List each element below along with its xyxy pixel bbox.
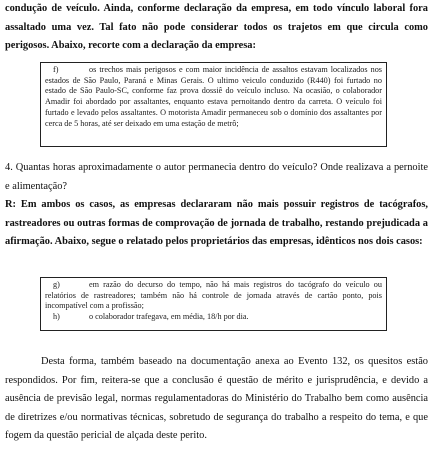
- question-4: 4. Quantas horas aproximadamente o autor permanecia dentro do veículo? Onde realizava a pernoite e alimentação?: [5, 162, 428, 192]
- quote-item-f-marker: f): [53, 65, 59, 74]
- quote-item-f: [45, 65, 382, 129]
- conclusion-text: Desta forma, também baseado na documentação anexa ao Evento 132, os quesitos estão respondidos. Por fim, reitera-se que a conclusão é questão de mérito e jurisprudência, e devido a ausência de previsão legal, normas regulamentadoras do Ministério do Trabalho bem como ausência de diretrizes e/ou normativas técnicas, sobretudo de segurança do trabalho a respeito do tema, e que fogem da questão pericial de alçada deste perito.: [5, 356, 428, 442]
- company-declaration-quote: [40, 62, 387, 147]
- quote-item-h: [45, 312, 382, 323]
- answer-4: R: Em ambos os casos, as empresas declararam não mais possuir registros de tacógrafos, rastreadores ou outras formas de comprovação de jornada de trabalho, restando prejudicada a afirmação. Abaixo, segue o relatado pelos proprietários das empresas, idênticos nos dois casos:: [5, 199, 428, 248]
- quote-item-g-marker: g): [53, 280, 60, 289]
- quote-item-g: [45, 280, 382, 312]
- quote-item-h-marker: h): [53, 312, 60, 322]
- intro-paragraph: condução de veículo. Ainda, conforme declaração da empresa, em todo vínculo laboral fora assaltado uma vez. Tal fato não pode considerar todos os trajetos em que circula como perigosos. Abaixo, recorte com a declaração da empresa:: [5, 3, 428, 52]
- quote-item-g-text: em razão do decurso do tempo, não há mais registros do tacógrafo do veículo ou relatórios de rastreadores; também não há controle de jornada através de cartão ponto, pois incompatível com a profissão;: [45, 280, 382, 311]
- quote-item-f-text: os trechos mais perigosos e com maior incidência de assaltos estavam localizados nos estados de São Paulo, Paraná e Minas Gerais. O ultimo veiculo conduzido (R440) foi furtado no estado de São Paulo-SC, conforme faz prova dossiê do veículo incluso. Na ocasião, o colaborador Amadir foi abordado por assaltantes, enquanto estava pernoitando dentro da carreta. O veículo foi furtado e levado pelos assaltantes. O motorista Amadir permaneceu sob o domínio dos assaltantes por cerca de 5 horas, até ser deixado em uma estação de metrô;: [45, 65, 382, 128]
- quote-item-h-text: o colaborador trafegava, em média, 18/h por dia.: [89, 312, 249, 322]
- conclusion-paragraph: [5, 353, 428, 446]
- owners-statement-quote: [40, 277, 387, 331]
